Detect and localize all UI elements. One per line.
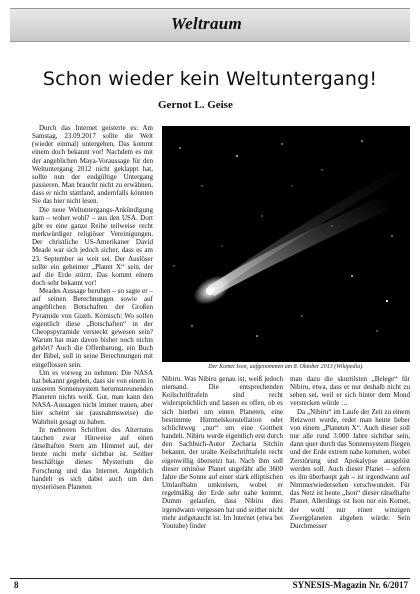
paragraph: Durch das Internet geisterte es: Am Samstag, 23.09.2017 sollte die Welt (wieder einmal) untergehen. Das kommt einem doch bekannt vor! Nachdem es mit der angeblichen Maya-Voraussage für den Weltuntergang 2012 nicht geklappt hat, sollte nun der endgültige Untergang passieren. Man braucht nicht zu erwähnen, dass er nicht stattfand, andernfalls könnten Sie das hier nicht lesen. [32, 124, 153, 206]
paragraph: Meades Aussage beruhen – so sagte er – auf seinen Berechnungen sowie auf angeblichen Botschaften der Großen Pyramide von Gizeh. Komisch: Wo sollen eigentlich diese „Botschaften“ in der Cheopspyramide versteckt gewesen sein? Warum hat man davon bisher noch nichts gehört? Auch die Offenbarung, ein Buch der Bibel, soll in seine Berechnungen mit eingeflossen sein. [32, 287, 153, 369]
comet-photo [162, 126, 410, 362]
paragraph: man dazu die skurrilsten „Belege“ für Nibiru, etwa, dass er nur deshalb nicht zu sehen sei, weil er sich hinter dem Mond verstecken würde … [290, 375, 410, 408]
article-title: Schon wieder kein Weltuntergang! [42, 68, 378, 90]
footer-divider [10, 578, 410, 579]
text-column-3 [290, 375, 410, 571]
article-author: Gernot L. Geise [158, 99, 233, 111]
paragraph: Die neue Weltuntergangs-Ankündigung kam – woher wohl? – aus den USA. Dort gibt es eine ganze Reihe teilweise recht merkwürdiger religiöser Vereinigungen. Der christliche US-Amerikaner David Meade war sich jedoch sicher, dass es am 23. September so weit sei. Der Auslöser sollte ein geheimer „Planet X“ sein, der auf die Erde stürzt. Das kommt einem doch sehr bekannt vor! [32, 205, 153, 287]
paragraph: Nibiru. Was Nibiru genau ist, weiß jedoch niemand. Die entsprechenden Keilschrifttafeln sind recht widersprüchlich und lassen es offen, ob es sich hierbei um einen Planeten, eine bestimmte Himmelskonstellation oder schlichtweg „nur“ um eine Gottheit handelt. Nibiru wurde eigentlich erst durch den Sachbuch-Autor Zecharia Sitchin bekannt, der uralte Keilschrifttafeln recht eigenwillig übersetzt hat. Nach ihm soll dieser ominöse Planet ungefähr alle 3600 Jahre die Sonne auf einer stark elliptischen Umlaufbahn umkreisen, wobei er regelmäßig der Erde sehr nahe kommt. Dumm gelaufen, dass Nibiru dies irgendwann vergessen hat und seither nicht mehr aufgetaucht ist. Im Internet (etwa bei Youtube) finder [162, 375, 283, 530]
text-column-1 [32, 124, 153, 570]
paragraph: In mehreren Schriften des Altertums tauchen zwar Hinweise auf einen rätselhaften Stern am Himmel auf, der heute nicht mehr sichtbar ist. Seither beschäftige dieses Mysterium die Forschung und das Internet. Angeblich handelt es sich dabei auch um den mysteriösen Planeten [32, 425, 153, 491]
section-title: Weltraum [171, 14, 243, 33]
magazine-issue: SYNESIS-Magazin Nr. 6/2017 [292, 580, 408, 590]
comet-image [162, 126, 410, 362]
text-column-2 [162, 375, 283, 571]
page-number: 8 [14, 580, 19, 590]
paragraph: Da „Nibiru“ im Laufe der Zeit zu einem Reizwort wurde, redet man heute lieber von einem „Planeten X“. Auch dieser soll nur alle rund 3.000 Jahre sichtbar sein, dann quer durch das Sonnensystem fliegen und der Erde extrem nahe kommen, wobei Zerstörung und Apokalypse ausgelöst werden soll. Auch dieser Planet – sofern es ihn überhaupt gab – ist irgendwann auf Nimmerwiedersehen verschwunden. Für das Netz ist heute „Ison“ dieser rätselhafte Planet. Allerdings ist Ison nur ein Komet, der wohl nur einen winzigen Zwergplaneten abgeben würde. Sein Durchmesser [290, 407, 410, 530]
photo-caption: Der Komet Ison, aufgenommen am 8. Oktober 2013 (Wikipedia). [208, 364, 364, 370]
paragraph: Um es vorweg zu nehmen: Die NASA hat bekannt gegeben, dass sie von einem in unserem Sonnensystem herumstreunenden Planeten nichts weiß. Gut, man kann den NASA-Aussagen nicht immer trauen, aber hier scheint sie (ausnahmsweise) die Wahrheit gesagt zu haben. [32, 368, 153, 426]
